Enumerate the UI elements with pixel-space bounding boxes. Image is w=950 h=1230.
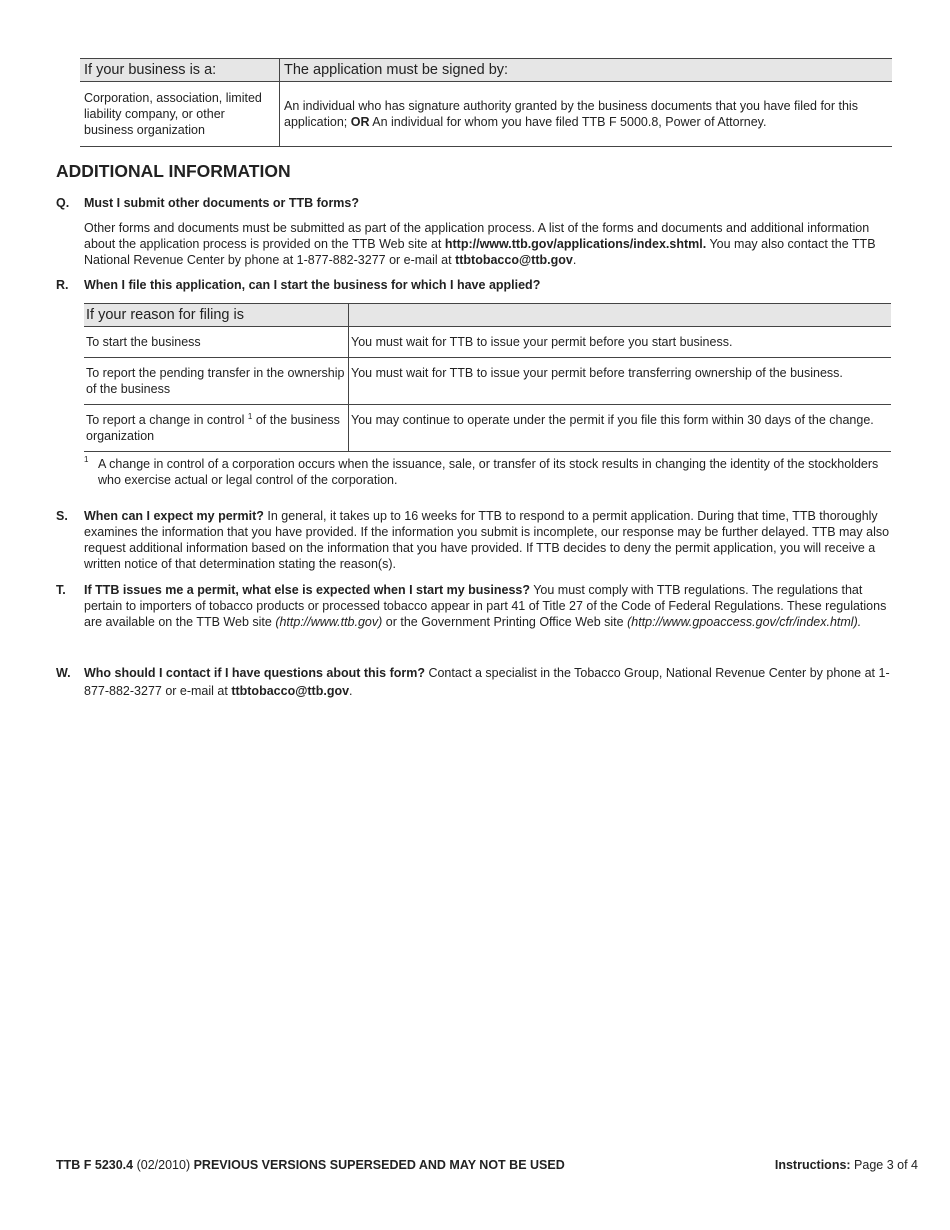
question-text: When can I expect my permit? <box>84 509 264 523</box>
footnote-mark: 1 <box>84 455 89 464</box>
question-letter: W. <box>56 666 71 680</box>
table-row <box>84 327 891 358</box>
signer-or: OR <box>350 115 370 129</box>
business-type-cell: Corporation, association, limited liability company, or other business organization <box>80 82 280 147</box>
question-letter: T. <box>56 583 66 597</box>
question-q <box>56 195 896 268</box>
response-header <box>349 304 892 327</box>
footer-page-info <box>775 1157 918 1173</box>
question-text: When I file this application, can I start the business for which I have applied? <box>84 278 541 292</box>
instructions-label: Instructions: <box>774 1158 851 1172</box>
question-t <box>56 582 896 630</box>
table-row <box>80 82 892 147</box>
link-gpo[interactable]: (http://www.gpoaccess.gov/cfr/index.html). <box>627 615 862 629</box>
reason-cell: To report the pending transfer in the ownership of the business <box>84 358 349 405</box>
table-row <box>84 358 891 405</box>
answer-text: Other forms and documents must be submitted as part of the application process. A list of the forms and documents and additional information about the application process is provided on the TTB Web site at http://www.ttb.gov/applications/index.shtml. You may also contact the TTB National Revenue Center by phone at 1-877-882-3277 or e-mail at ttbtobacco@ttb.gov. <box>84 221 876 267</box>
question-letter: S. <box>56 509 68 523</box>
supersede-notice: PREVIOUS VERSIONS SUPERSEDED AND MAY NOT BE USED <box>193 1158 565 1172</box>
answer-text: Who should I contact if I have questions about this form? Contact a specialist in the Tobacco Group, National Revenue Center by phone at 1-877-882-3277 or e-mail at ttbtobacco@ttb.gov. <box>84 666 890 698</box>
section-heading: ADDITIONAL INFORMATION <box>56 161 291 181</box>
email-link[interactable]: ttbtobacco@ttb.gov <box>455 253 573 267</box>
table-row <box>84 405 891 452</box>
reason-table <box>84 303 891 452</box>
footnote-text: A change in control of a corporation occurs when the issuance, sale, or transfer of its stock results in changing the identity of the stockholders who exercise actual or legal control of the corporation. <box>98 457 879 487</box>
link-applications[interactable]: http://www.ttb.gov/applications/index.shtml. <box>444 237 707 251</box>
signer-table-header <box>80 59 892 82</box>
response-cell: You must wait for TTB to issue your permit before you start business. <box>349 327 892 358</box>
question-letter: Q. <box>56 196 70 210</box>
answer-text: If TTB issues me a permit, what else is expected when I start my business? You must comply with TTB regulations. The regulations that pertain to importers of tobacco products or processed tobacco appear in part 41 of Title 27 of the Code of Federal Regulations. These regulations are available on the TTB Web site (http://www.ttb.gov) or the Government Printing Office Web site (http://www.gpoaccess.gov/cfr/index.html). <box>84 583 887 629</box>
question-s <box>56 508 896 572</box>
signer-header-business: If your business is a: <box>80 59 280 82</box>
question-text: If TTB issues me a permit, what else is expected when I start my business? <box>84 583 530 597</box>
reason-table-header <box>84 304 891 327</box>
signer-table <box>80 58 892 147</box>
form-id: TTB F 5230.4 <box>56 1158 134 1172</box>
footnote <box>84 456 894 488</box>
page-number: Page 3 of 4 <box>850 1158 918 1172</box>
reason-cell: To start the business <box>84 327 349 358</box>
response-cell: You may continue to operate under the permit if you file this form within 30 days of the change. <box>349 405 892 452</box>
email-link[interactable]: ttbtobacco@ttb.gov <box>231 684 350 698</box>
signer-text-2: An individual for whom you have filed TTB F 5000.8, Power of Attorney. <box>369 115 767 129</box>
response-cell: You must wait for TTB to issue your permit before transferring ownership of the business. <box>349 358 892 405</box>
signer-cell <box>280 82 893 147</box>
form-date: (02/2010) <box>133 1158 194 1172</box>
signer-header-signed-by: The application must be signed by: <box>280 59 893 82</box>
footer-form-info <box>56 1157 565 1173</box>
footnote-ref: 1 <box>247 411 253 421</box>
question-letter: R. <box>56 278 69 292</box>
question-w <box>56 664 896 700</box>
answer-text: When can I expect my permit? In general, it takes up to 16 weeks for TTB to respond to a permit application. During that time, TTB thoroughly examines the information that you have provided. If the information you submit is incomplete, our response may be further delayed. TTB may also request additional information based on the information that you have provided. If TTB decides to deny the permit application, you will receive a written notice of that determination stating the reason(s). <box>84 509 890 571</box>
question-text: Must I submit other documents or TTB forms? <box>84 196 360 210</box>
question-r <box>56 277 896 293</box>
link-ttb[interactable]: (http://www.ttb.gov) <box>275 615 383 629</box>
reason-cell: To report a change in control $^1$ of the business organization <box>84 405 349 452</box>
reason-header: If your reason for filing is <box>84 304 349 327</box>
question-text: Who should I contact if I have questions about this form? <box>84 666 425 680</box>
signer-text: An individual who has signature authority granted by the business documents that you have filed for this application; <box>284 99 858 129</box>
